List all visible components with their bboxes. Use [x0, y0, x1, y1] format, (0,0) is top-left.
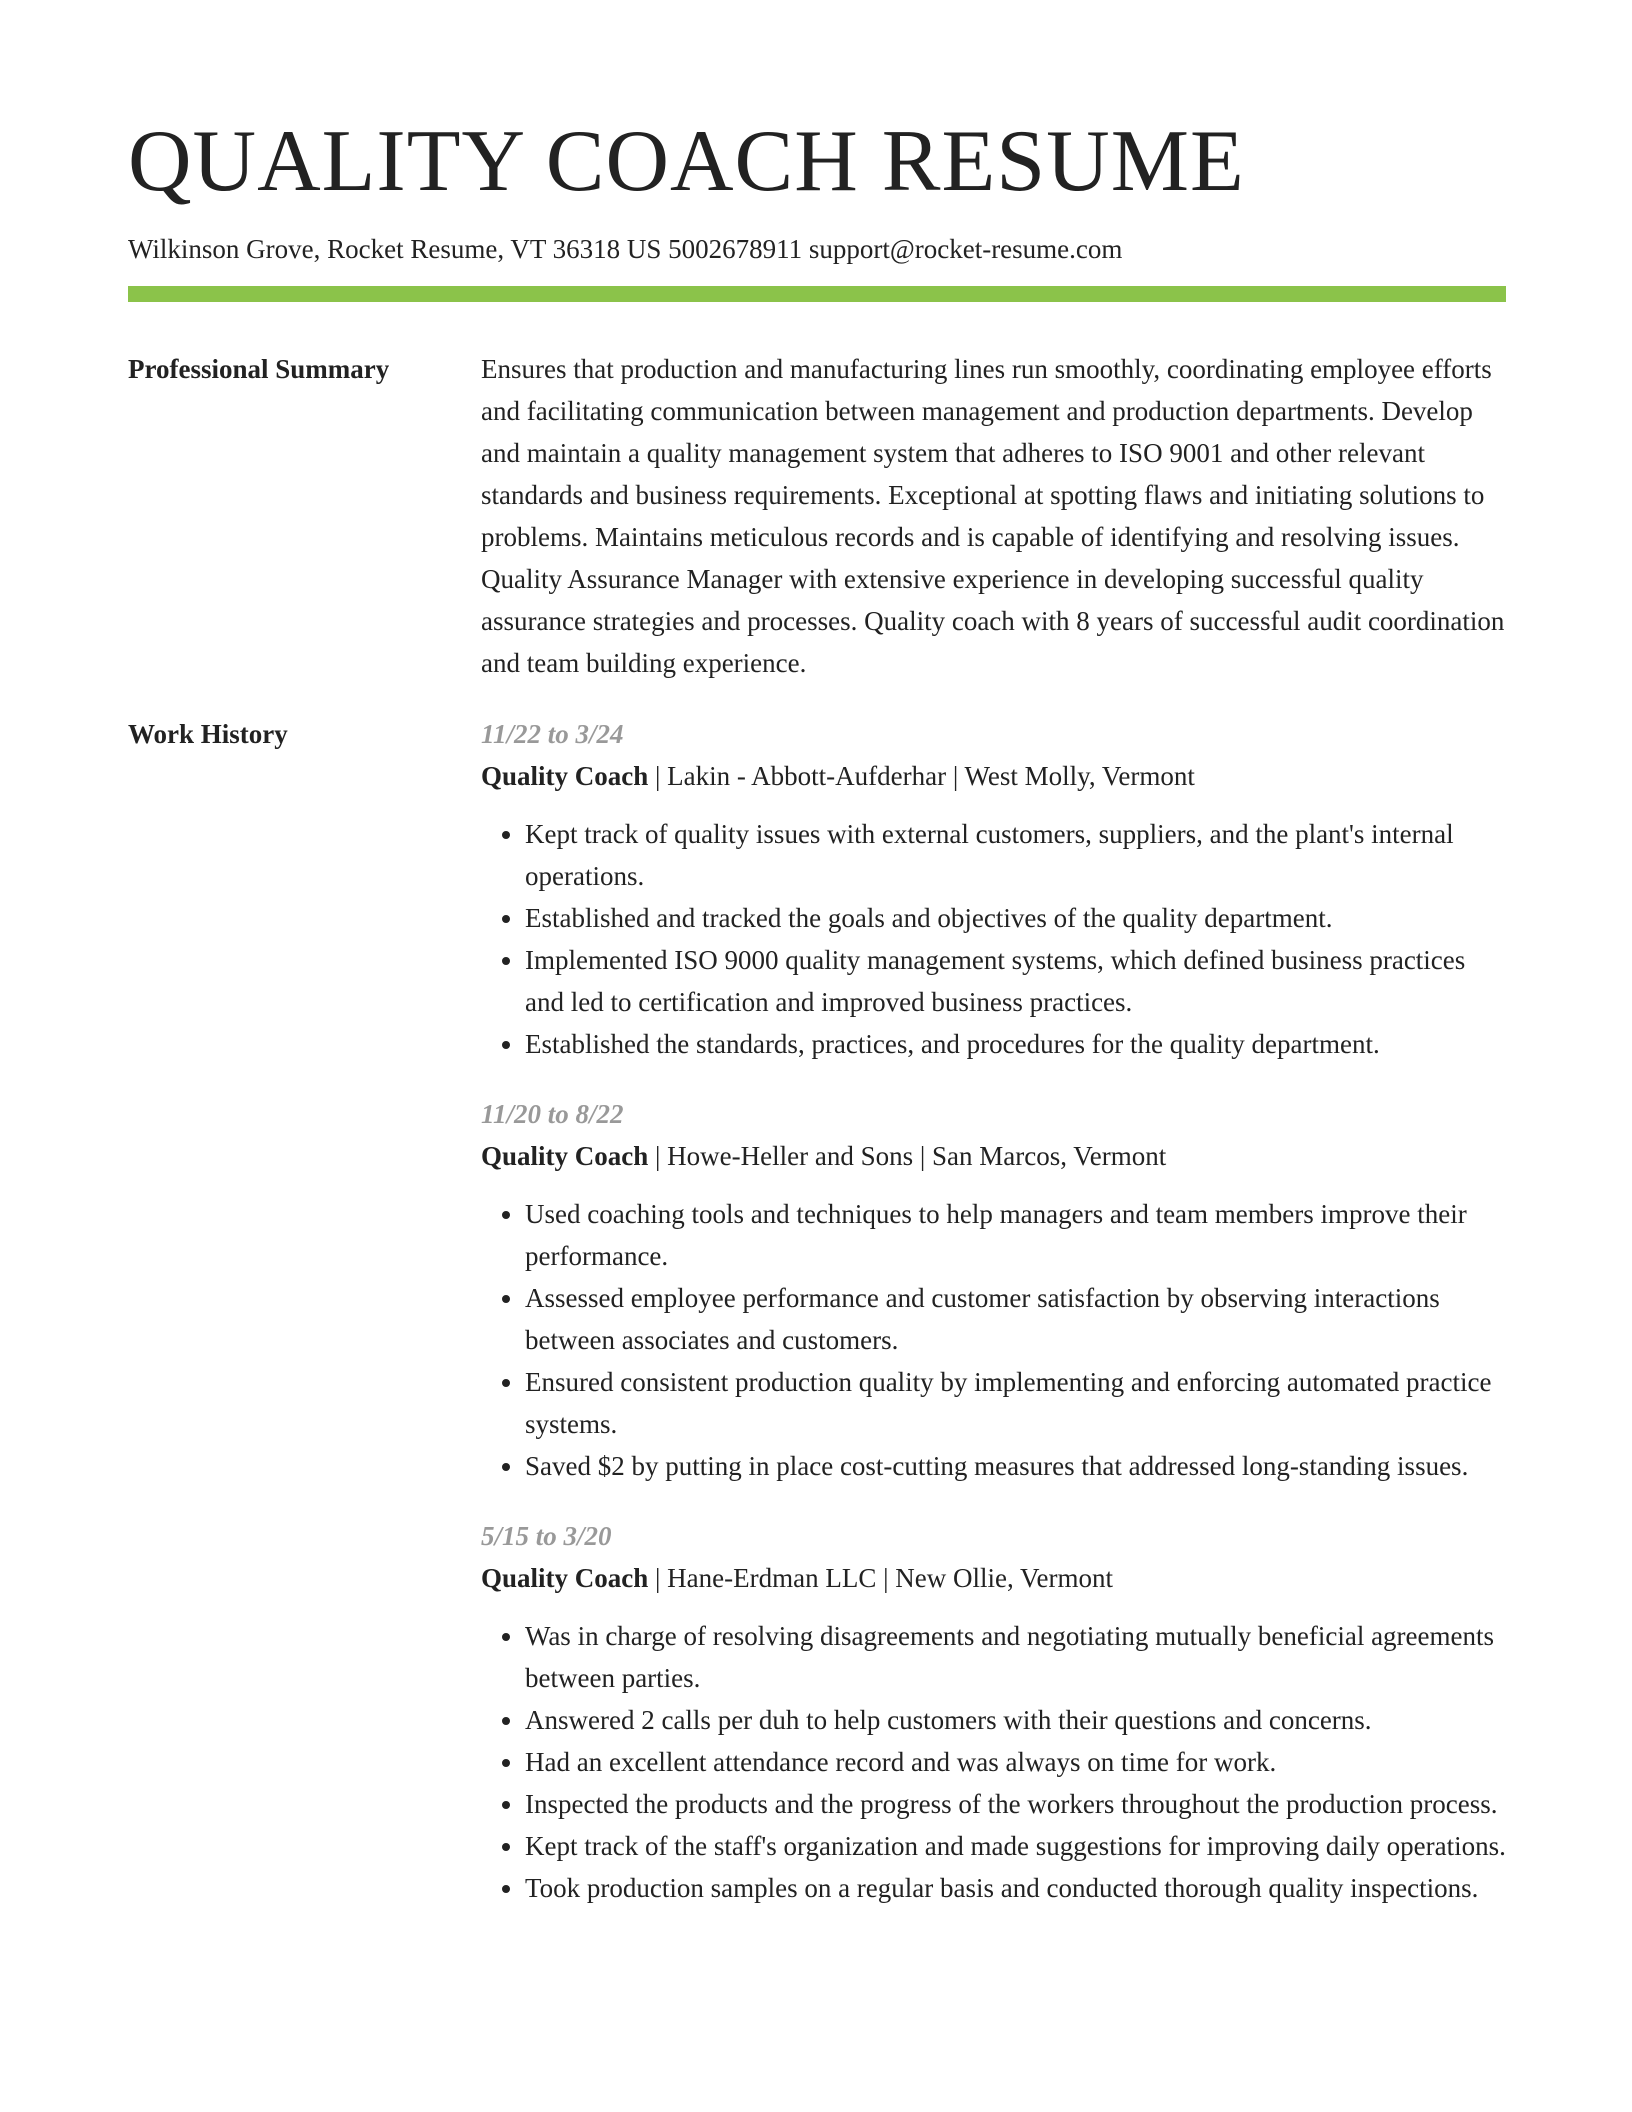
job-company: Hane-Erdman LLC — [667, 1563, 877, 1593]
job-company: Lakin - Abbott-Aufderhar — [667, 761, 947, 791]
section-label-work-history: Work History — [128, 719, 288, 749]
job-location: San Marcos, Vermont — [932, 1141, 1167, 1171]
job-bullet: • Established the standards, practices, and procedures for the quality department. — [525, 1023, 1506, 1065]
job-entry — [481, 1093, 1506, 1487]
job-location: New Ollie, Vermont — [895, 1563, 1113, 1593]
job-bullet: • Was in charge of resolving disagreements and negotiating mutually beneficial agreements between parties. — [525, 1615, 1506, 1699]
job-heading: Quality Coach | Howe-Heller and Sons | San Marcos, Vermont — [481, 1141, 1167, 1171]
job-bullet: • Kept track of the staff's organization and made suggestions for improving daily operations. — [525, 1825, 1506, 1867]
job-dates: 11/20 to 8/22 — [481, 1099, 624, 1129]
job-heading: Quality Coach | Lakin - Abbott-Aufderhar | West Molly, Vermont — [481, 761, 1195, 791]
job-bullet: • Inspected the products and the progress of the workers throughout the production process. — [525, 1783, 1506, 1825]
job-dates: 11/22 to 3/24 — [481, 719, 624, 749]
job-bullet: • Implemented ISO 9000 quality management systems, which defined business practices and led to certification and improved business practices. — [525, 939, 1506, 1023]
job-heading: Quality Coach | Hane-Erdman LLC | New Ollie, Vermont — [481, 1563, 1113, 1593]
job-title: Quality Coach — [481, 1563, 649, 1593]
summary-text: Ensures that production and manufacturing lines run smoothly, coordinating employee efforts and facilitating communication between management and production departments. Develop and maintain a quality management system that adheres to ISO 9001 and other relevant standards and business requirements. Exceptional at spotting flaws and initiating solutions to problems. Maintains meticulous records and is capable of identifying and resolving issues. Quality Assurance Manager with extensive experience in developing successful quality assurance strategies and processes. Quality coach with 8 years of successful audit coordination and team building experience. — [481, 354, 1505, 678]
job-bullet: • Used coaching tools and techniques to help managers and team members improve their performance. — [525, 1193, 1506, 1277]
job-entry — [481, 713, 1506, 1065]
job-bullet: • Saved $2 by putting in place cost-cutting measures that addressed long-standing issues. — [525, 1445, 1506, 1487]
header-divider — [128, 286, 1506, 302]
job-bullet: • Kept track of quality issues with external customers, suppliers, and the plant's internal operations. — [525, 813, 1506, 897]
job-bullet: • Assessed employee performance and customer satisfaction by observing interactions between associates and customers. — [525, 1277, 1506, 1361]
job-bullet-list — [481, 1193, 1506, 1487]
job-company: Howe-Heller and Sons — [667, 1141, 914, 1171]
summary-body — [481, 348, 1506, 684]
resume-title: QUALITY COACH RESUME — [128, 113, 1245, 210]
job-bullet: • Had an excellent attendance record and was always on time for work. — [525, 1741, 1506, 1783]
job-bullet: • Ensured consistent production quality by implementing and enforcing automated practice systems. — [525, 1361, 1506, 1445]
section-label-summary: Professional Summary — [128, 354, 390, 384]
job-title: Quality Coach — [481, 1141, 649, 1171]
work-history-jobs — [481, 713, 1506, 1937]
job-entry — [481, 1515, 1506, 1909]
contact-info: Wilkinson Grove, Rocket Resume, VT 36318 US 5002678911 support@rocket-resume.com — [128, 234, 1123, 264]
job-bullet: • Established and tracked the goals and objectives of the quality department. — [525, 897, 1506, 939]
job-bullet-list — [481, 813, 1506, 1065]
job-bullet: • Took production samples on a regular basis and conducted thorough quality inspections. — [525, 1867, 1506, 1909]
job-bullet: • Answered 2 calls per duh to help customers with their questions and concerns. — [525, 1699, 1506, 1741]
job-title: Quality Coach — [481, 761, 649, 791]
job-dates: 5/15 to 3/20 — [481, 1521, 612, 1551]
job-location: West Molly, Vermont — [964, 761, 1195, 791]
job-bullet-list — [481, 1615, 1506, 1909]
